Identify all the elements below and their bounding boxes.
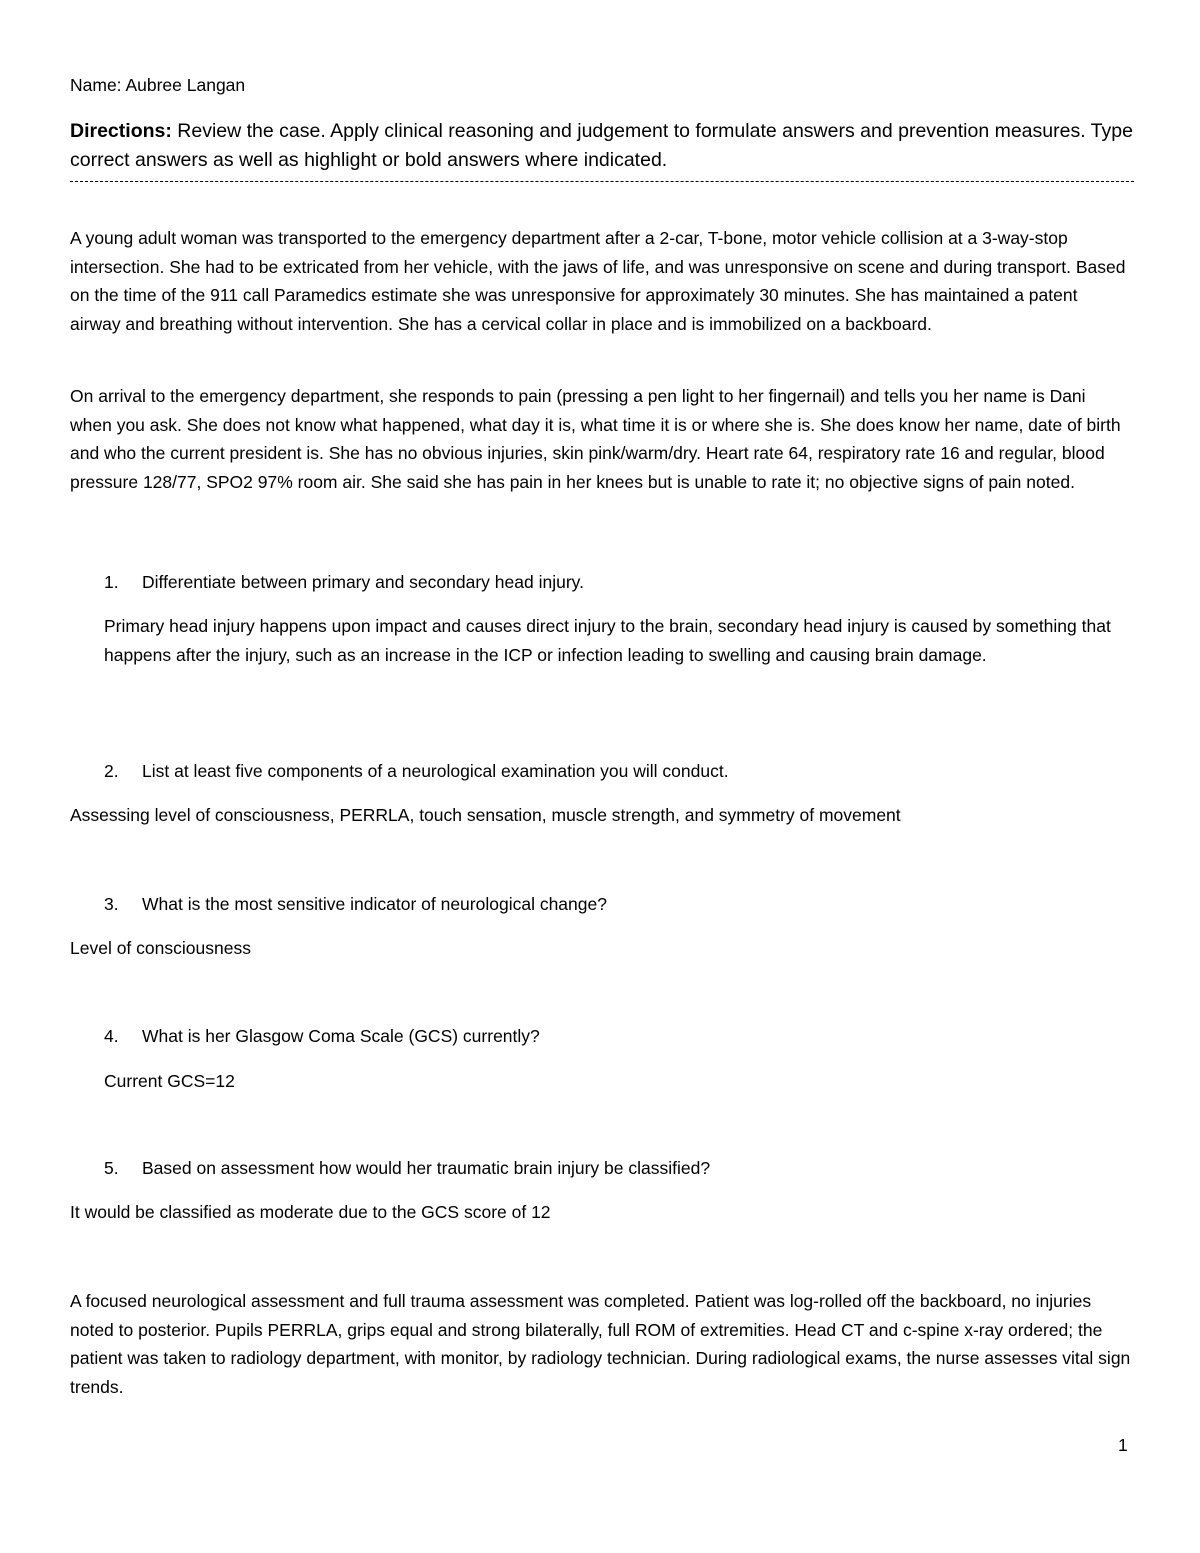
question-1: [104, 568, 1134, 597]
page-number: 1: [1118, 1435, 1128, 1455]
directions-label: Directions:: [70, 120, 172, 142]
answer-1: Primary head injury happens upon impact and causes direct injury to the brain, secondary head injury is caused by something that happens after the injury, such as an increase in the ICP or infection leading to swelling and causing brain damage.: [104, 616, 1111, 665]
name-value: Aubree Langan: [125, 75, 246, 95]
question-3: [104, 890, 1134, 919]
question-number: 1.: [104, 572, 119, 592]
question-text: What is the most sensitive indicator of neurological change?: [142, 894, 607, 914]
question-number: 4.: [104, 1026, 119, 1046]
case-paragraph-1: A young adult woman was transported to the emergency department after a 2-car, T-bone, motor vehicle collision at a 3-way-stop intersection. She had to be extricated from her vehicle, with the jaws of life, and was unresponsive on scene and during transport. Based on the time of the 911 call Paramedics estimate she was unresponsive for approximately 30 minutes. She has maintained a patent airway and breathing without intervention. She has a cervical collar in place and is immobilized on a backboard.: [70, 228, 1126, 334]
answer-3: Level of consciousness: [70, 938, 251, 958]
directions-block: [70, 117, 1140, 175]
question-text: List at least five components of a neurological examination you will conduct.: [142, 761, 729, 781]
question-number: 2.: [104, 761, 119, 781]
question-number: 5.: [104, 1158, 119, 1178]
question-number: 3.: [104, 894, 119, 914]
directions-text: Review the case. Apply clinical reasoning and judgement to formulate answers and prevention measures. Type correct answers as well as highlight or bold answers where indicated.: [70, 120, 1133, 171]
question-text: Based on assessment how would her traumatic brain injury be classified?: [142, 1158, 711, 1178]
student-name-line: [70, 74, 245, 96]
question-4: [104, 1022, 1134, 1051]
answer-2: Assessing level of consciousness, PERRLA, touch sensation, muscle strength, and symmetry of movement: [70, 805, 901, 825]
case-paragraph-2: On arrival to the emergency department, she responds to pain (pressing a pen light to her fingernail) and tells you her name is Dani when you ask. She does not know what happened, what day it is, what time it is or where she is. She does know her name, date of birth and who the current president is. She has no obvious injuries, skin pink/warm/dry. Heart rate 64, respiratory rate 16 and regular, blood pressure 128/77, SPO2 97% room air. She said she has pain in her knees but is unable to rate it; no objective signs of pain noted.: [70, 386, 1121, 492]
name-label: Name:: [70, 75, 122, 95]
question-text: Differentiate between primary and secondary head injury.: [142, 572, 584, 592]
answer-5: It would be classified as moderate due to the GCS score of 12: [70, 1202, 551, 1222]
answer-4: Current GCS=12: [104, 1071, 235, 1091]
dashed-divider: [70, 181, 1134, 182]
question-2: [104, 757, 1134, 786]
case-paragraph-3: A focused neurological assessment and full trauma assessment was completed. Patient was log-rolled off the backboard, no injuries noted to posterior. Pupils PERRLA, grips equal and strong bilaterally, full ROM of extremities. Head CT and c-spine x-ray ordered; the patient was taken to radiology department, with monitor, by radiology technician. During radiological exams, the nurse assesses vital sign trends.: [70, 1291, 1131, 1397]
question-text: What is her Glasgow Coma Scale (GCS) currently?: [142, 1026, 540, 1046]
question-5: [104, 1154, 1134, 1183]
